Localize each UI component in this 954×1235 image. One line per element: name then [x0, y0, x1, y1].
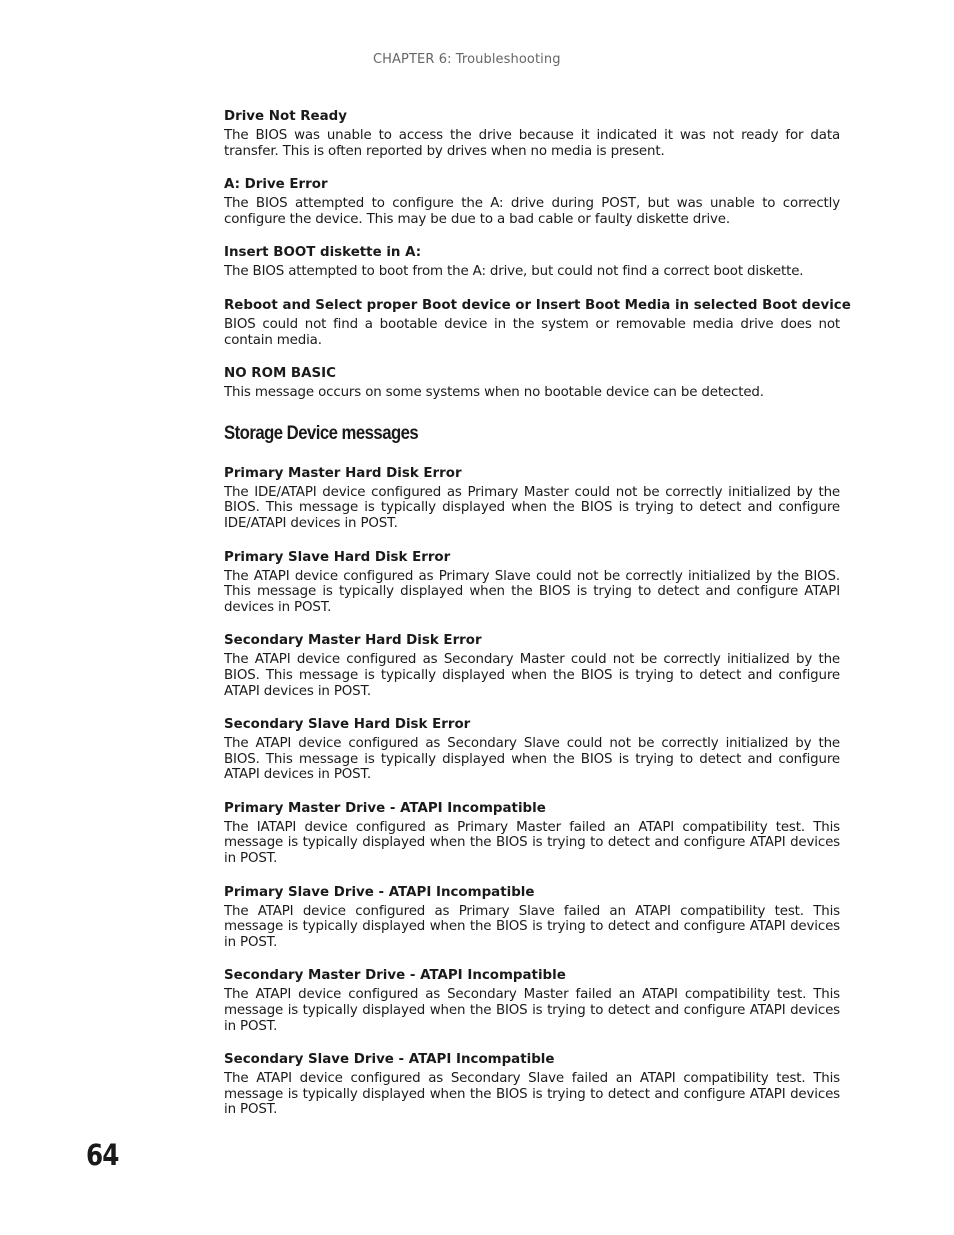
error-entry	[224, 297, 851, 348]
error-title: Primary Slave Drive - ATAPI Incompatible	[224, 884, 535, 900]
error-title: Secondary Master Drive - ATAPI Incompatible	[224, 968, 566, 984]
error-entry	[224, 716, 840, 783]
error-entry	[224, 108, 840, 159]
error-title: NO ROM BASIC	[224, 366, 336, 382]
error-description: The ATAPI device configured as Secondary Master could not be correctly initialized by the BIOS. This message is typically displayed when the BIOS is trying to detect and configure ATAPI devices in POST.	[224, 652, 840, 699]
error-title: Secondary Master Hard Disk Error	[224, 633, 482, 649]
error-entry	[224, 365, 840, 401]
error-title: Reboot and Select proper Boot device or Insert Boot Media in selected Boot device	[224, 297, 851, 313]
error-description: The BIOS was unable to access the drive because it indicated it was not ready for data transfer. This is often reported by drives when no media is present.	[224, 128, 840, 159]
error-title: Secondary Slave Hard Disk Error	[224, 717, 471, 733]
error-title: Primary Master Hard Disk Error	[224, 465, 462, 481]
error-entry	[224, 176, 840, 227]
error-title: Insert BOOT diskette in A:	[224, 245, 422, 261]
error-entry	[224, 884, 840, 951]
error-description: The ATAPI device configured as Primary Slave failed an ATAPI compatibility test. This message is typically displayed when the BIOS is trying to detect and configure ATAPI devices in POST.	[224, 903, 840, 950]
error-description: The BIOS attempted to configure the A: drive during POST, but was unable to correctly configure the device. This may be due to a bad cable or faulty diskette drive.	[224, 196, 840, 227]
error-description: The ATAPI device configured as Secondary Slave failed an ATAPI compatibility test. This message is typically displayed when the BIOS is trying to detect and configure ATAPI devices in POST.	[224, 1071, 840, 1118]
error-entry	[224, 1051, 840, 1118]
running-header: CHAPTER 6: Troubleshooting	[373, 52, 561, 67]
error-entry	[224, 800, 840, 867]
error-description: The ATAPI device configured as Secondary Master failed an ATAPI compatibility test. This message is typically displayed when the BIOS is trying to detect and configure ATAPI devices in POST.	[224, 987, 840, 1034]
error-description: The ATAPI device configured as Secondary Slave could not be correctly initialized by the BIOS. This message is typically displayed when the BIOS is trying to detect and configure ATAPI devices in POST.	[224, 736, 840, 783]
error-description: The IATAPI device configured as Primary Master failed an ATAPI compatibility test. This message is typically displayed when the BIOS is trying to detect and configure ATAPI devices in POST.	[224, 819, 840, 867]
error-description: The IDE/ATAPI device configured as Primary Master could not be correctly initialized by the BIOS. This message is typically displayed when the BIOS is trying to detect and configure IDE/ATAPI devices in POST.	[224, 484, 840, 531]
error-title: A: Drive Error	[224, 177, 328, 193]
error-title: Secondary Slave Drive - ATAPI Incompatible	[224, 1052, 555, 1068]
error-description: The BIOS attempted to boot from the A: drive, but could not find a correct boot diskette.	[224, 264, 804, 280]
error-entry	[224, 549, 840, 616]
error-title: Drive Not Ready	[224, 109, 347, 124]
error-entry	[224, 967, 840, 1034]
section-heading: Storage Device messages	[224, 422, 419, 444]
error-entry	[224, 244, 840, 280]
error-entry	[224, 465, 840, 532]
error-description: This message occurs on some systems when no bootable device can be detected.	[224, 385, 764, 401]
error-title: Primary Slave Hard Disk Error	[224, 549, 451, 565]
page-number: 64	[86, 1138, 119, 1172]
error-description: BIOS could not find a bootable device in the system or removable media drive does not contain media.	[224, 316, 840, 348]
error-entry	[224, 632, 840, 699]
page-content	[224, 108, 851, 1135]
error-description: The ATAPI device configured as Primary Slave could not be correctly initialized by the BIOS. This message is typically displayed when the BIOS is trying to detect and configure ATAPI devices in POST.	[224, 568, 840, 615]
error-title: Primary Master Drive - ATAPI Incompatible	[224, 800, 546, 816]
